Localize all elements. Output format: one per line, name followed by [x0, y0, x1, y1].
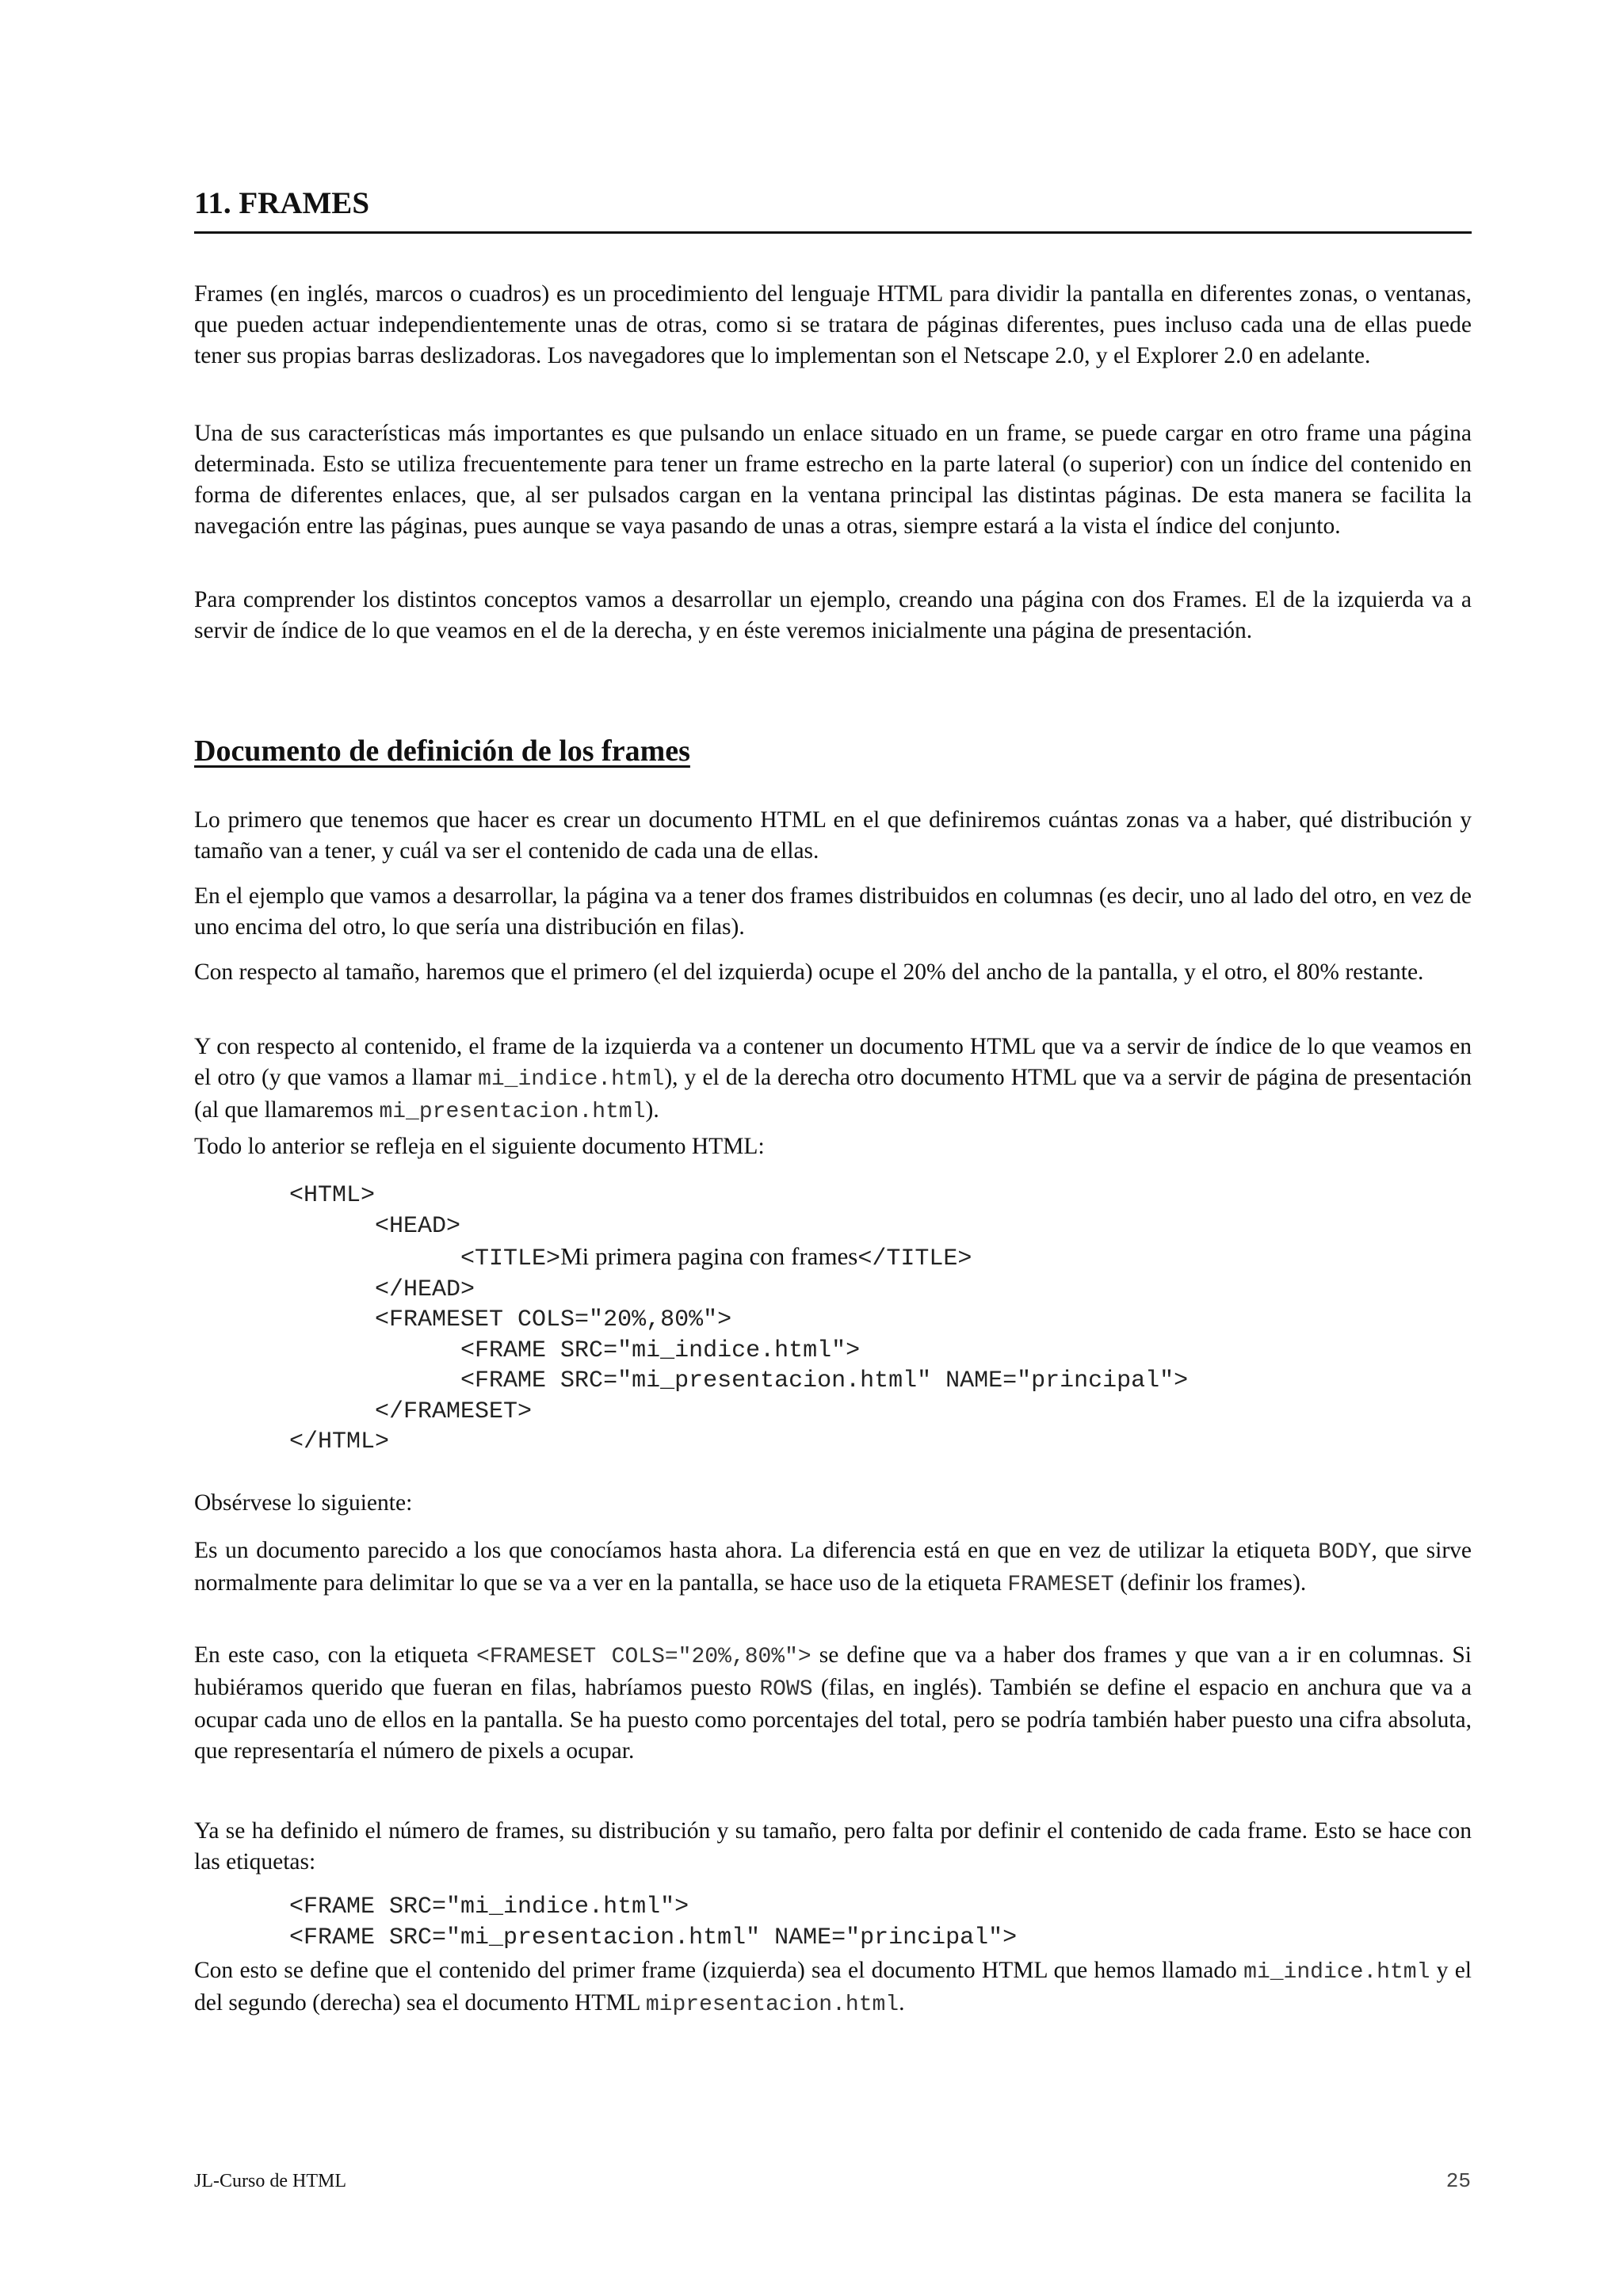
intro-paragraph-2: Una de sus características más importantes es que pulsando un enlace situado en un frame, se puede cargar en otro frame una página determinada. Esto se utiliza frecuentemente para tener un frame estrecho en la parte lateral (o superior) con un índice del contenido en forma de diferentes enlaces, que, al ser pulsados cargan en la ventana principal las distintas páginas. De esta manera se facilita la navegación entre las páginas, pues aunque se vaya pasando de unas a otras, siempre estará a la vista el índice del conjunto. [194, 421, 1472, 539]
code-line: <HTML> [289, 1182, 376, 1209]
body-paragraph-6: Con respecto al tamaño, haremos que el primero (el del izquierda) ocupe el 20% del ancho de la pantalla, y el otro, el 80% restante. [194, 959, 1424, 985]
notes-paragraph-12: Ya se ha definido el número de frames, su distribución y su tamaño, pero falta por definir el contenido de cada frame. Esto se hace con las etiquetas: [194, 1818, 1472, 1875]
code-line: </HTML> [289, 1428, 390, 1455]
chapter-title: 11. FRAMES [194, 184, 1472, 234]
code-block-frameset [289, 1180, 1399, 1458]
notes-paragraph-10: Es un documento parecido a los que conocíamos hasta ahora. La diferencia está en que en vez de utilizar la etiqueta BODY, que sirve normalmente para delimitar lo que se va a ver en la pantalla, se hace uso de la etiqueta FRAMESET (definir los frames). [194, 1538, 1472, 1597]
notes-paragraph-9: Obsérvese lo siguiente: [194, 1490, 413, 1516]
code-line: <HEAD> [289, 1212, 461, 1240]
code-line: <FRAME SRC="mi_indice.html"> [289, 1337, 861, 1364]
code-line: </HEAD> [289, 1276, 475, 1303]
p13-code-indice: mi_indice.html [1243, 1960, 1430, 1985]
footer-course-title: JL-Curso de HTML [194, 2171, 346, 2191]
intro-paragraph-1: Frames (en inglés, marcos o cuadros) es un procedimiento del lenguaje HTML para dividir la pantalla en diferentes zonas, o ventanas, que pueden actuar independientemente unas de otras, como si se tratara de páginas diferentes, pues incluso cada una de ellas puede tener sus propias barras deslizadoras. Los navegadores que lo implementan son el Netscape 2.0, y el Explorer 2.0 en adelante. [194, 281, 1472, 368]
p7-code-presentacion: mi_presentacion.html [379, 1100, 646, 1124]
p7-text-b: ), y el de la derecha otro documento HTML que va a servir de página de presentación (al que llamaremos [194, 1065, 1472, 1123]
section-title: Documento de definición de los frames [194, 734, 690, 768]
p11-code-frameset: <FRAMESET COLS="20%,80%"> [475, 1645, 812, 1669]
p7-code-indice: mi_indice.html [478, 1067, 665, 1092]
code-line: <FRAME SRC="mi_presentacion.html" NAME="principal"> [289, 1367, 1189, 1394]
intro-paragraph-3: Para comprender los distintos conceptos vamos a desarrollar un ejemplo, creando una página con dos Frames. El de la izquierda va a servir de índice de lo que veamos en el de la derecha, y en éste veremos inicialmente una página de presentación. [194, 587, 1472, 643]
page-number: 25 [1445, 2169, 1471, 2193]
p13-code-presentacion: mipresentacion.html [645, 1993, 899, 2017]
body-paragraph-4: Lo primero que tenemos que hacer es crear un documento HTML en el que definiremos cuántas zonas va a haber, qué distribución y tamaño van a tener, y cuál va ser el contenido de cada una de ellas. [194, 807, 1472, 864]
code-block-frames [289, 1892, 1399, 1953]
p7-text-a: Y con respecto al contenido, el frame de la izquierda va a contener un documento HTML que va a servir de índice de lo que veamos en el otro (y que vamos a llamar [194, 1034, 1472, 1090]
body-paragraph-7 [194, 1032, 1472, 1127]
code-line: <TITLE>Mi primera pagina con frames</TITLE> [289, 1242, 972, 1272]
final-paragraph-13: Con esto se define que el contenido del primer frame (izquierda) sea el documento HTML que hemos llamado mi_indice.html y el del segundo (derecha) sea el documento HTML mipresentacion.html. [194, 1958, 1472, 2017]
p7-text-c: ). [645, 1097, 659, 1123]
p10-code-body: BODY [1318, 1540, 1372, 1565]
code-line: <FRAME SRC="mi_indice.html"> [289, 1894, 689, 1920]
code-line: <FRAME SRC="mi_presentacion.html" NAME="principal"> [289, 1924, 1018, 1951]
code-line: <FRAMESET COLS="20%,80%"> [289, 1306, 732, 1333]
code-line: </FRAMESET> [289, 1398, 533, 1425]
body-paragraph-5: En el ejemplo que vamos a desarrollar, la página va a tener dos frames distribuidos en columnas (es decir, uno al lado del otro, en vez de uno encima del otro, lo que sería una distribución en filas). [194, 883, 1472, 940]
notes-paragraph-11: En este caso, con la etiqueta <FRAMESET COLS="20%,80%"> se define que va a haber dos frames y que van a ir en columnas. Si hubiéramos querido que fueran en filas, habríamos puesto ROWS (filas, en inglés). También se define el espacio en anchura que va a ocupar cada uno de ellos en la pantalla. Se ha puesto como porcentajes del total, pero se podría también haber puesto una cifra absoluta, que representaría el número de pixels a ocupar. [194, 1642, 1472, 1764]
body-paragraph-8: Todo lo anterior se refleja en el siguiente documento HTML: [194, 1134, 765, 1159]
p10-code-frameset: FRAMESET [1007, 1573, 1114, 1597]
p11-code-rows: ROWS [759, 1677, 813, 1702]
